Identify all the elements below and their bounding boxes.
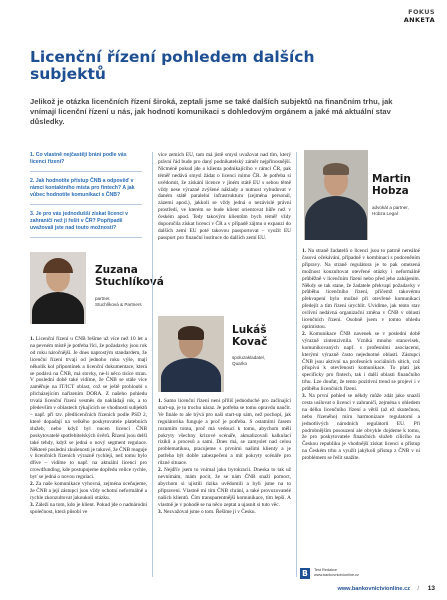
section-sublabel: ANKETA [403,16,435,24]
answer-paragraph: 3. Záleží na tom, kdo je klient. Pokud jde o nadnárodní společnost, která působí ve [30,501,147,515]
publisher-line-2: www.bankovnictvionline.cz [314,573,359,577]
answer-paragraph: 3. Na první pohled se někdy může zdát jako snazší cesta usilovat o licenci v zahraničí, zejména s ohledem na délku licenčního řízení a větší (až ež skutečnou, nebo řízeného) míru harmonizace regulatorní a jednotlivých národních regulátorů EU. Při podrobnějším posouzení ale obvykle dojdeme k tomu, že pro poskytovatele finančních služeb cílícího na Českou republiku je vhodnější získat licenci u přístup na Českém trhu a využít jakýkoli přístup z ČNB v ní problémem se řešit snažíte. [302,393,420,462]
page-number: 13 [427,585,435,592]
answer-column-kovac [158,398,291,578]
questions-list [30,152,142,244]
article-headline: Licenční řízení pohledem dalších subjektů [30,48,315,83]
question-2: 2. Jak hodnotíte přístup ČNB a odpověď v rámci kontaktního místa pro fintech? A jak vůbec hodnotíte komunikaci s ČNB? [30,178,142,205]
answer-paragraph: 2. Za naše komunikace vyhovná, zejména oceňujeme, že ČNB a její zástupci jsou vždy ochotní neformálně a rychle zkonzultovat jakoukoli otázku. [30,481,147,501]
answer-column-stuchlikova-continued [158,152,291,312]
portrait-zuzana [30,252,86,324]
publisher-logo-icon: B [300,568,310,579]
answer-column-hobza [302,248,420,564]
answer-paragraph: 2. Nejdřív jsem to vnímal jako byrokracii. Dneska to tak už nevnímám, mám pocit, že se nám ČNB snaží pomoct, abychom si ujistili rizika uvědomili a byli jsme na to připraveni. Vlastně mi tím ČNB chrání, a také provozovatelé naších klientů. Čím transparentnější komunikace, tím lepší. A vlastně je v pohodě se na něco zeptat a ujasnit si tuto věc. [158,467,291,508]
answer-paragraph: 1. Samo licenční řízení není příliš jednoduché pro začínající start-up, je to trochu náraz. Je potřeba se tomu opravdu naučit. Ve finále to ale bývá pro naši start-up sám, než pochopí, jak regulátorika funguje a proč je potřeba. S ostatními časem rozumím tomu, proč má vedoucí k tomu, abychom měli pokryty všechny krizové scénáře, aktualizovali kalkulaci riziků a procesů a sami. Dnes má, se zamyslet nad celou problematikou, pracujeme s prvními našimi klienty a je potřeba být dobře zabezpečeni a mít pokryty scénáře pro různé situace. [158,398,291,467]
person-2-role: spoluzakladatel, Quarko [232,355,265,366]
person-1-role: partner, Stuchlíková & Partners [95,296,142,307]
person-3-name: Martin Hobza [372,173,411,197]
footer-separator: / [417,586,419,592]
section-label: FOKUS [408,8,435,16]
column-divider [152,152,153,577]
footer-url[interactable]: www.bankovnictvionline.cz [337,586,410,592]
answer-paragraph: 2. Komunikace ČNB navenek se v poslední době výrazně zintenzivnila. Vzniká mnoho stanovisek, komunikovaných např. s profesními asociacemi, kterými výrazně často nejednotné oblasti. Zástupci ČNB jsou aktivní na profesních sociálních sítích, což přispívá k otevřenosti komunikace. To platí jak specificky pro fintech, tak i další oblasti finančního trhu. Lze doufat, že tento pozitivní trend se projeví i v průběhu licenčních řízení. [302,330,420,393]
person-1-name: Zuzana Stuchlíková [95,264,164,288]
answer-paragraph: 1. Licenční řízení u ČNB řešíme už více než 10 let a na pevném místě je potřeba říci, že požadavky jsou rok od roku náročnější. Je dnes naprostým standardem, že licenční řízení trvají od jednoho roku výše, mají několik kol připomínek a licenční dokumentace, která se podává na ČNB, má stovky, ne-li něco tisíce stran. V poslední době také vidíme, že ČNB se stále více zaměřuje na IT/ICT oblast, což se ještě prohloubí s přicházejícím nařízením DORA. Z našeho pohledu trvalá licenční řízení vesměs do nakládají rok, a to především v oblastech týkajících se vhodnosti subjektů – např. při tzv. předlicenčních řízeních podle PSD 2, které dopadají na velkého poskytovatele platebních služeb, nebo když byl nucen licencí ČNB poskytovatelé spotřebitelských úvěrů. Řízení jsou delší také tehdy, když se jedná o nový segment regulace. Některé poslední zkušenosti je takové, že ČNB reaguje v licenčních řízeních výrazně rychleji, než tomu bylo dříve – vidíme to např. na aktuální licenci pro crowdfunding, kde postupujeme dopředu velice rychle, byť se jedná o novou regulaci. [30,336,147,481]
question-3: 3. Je pro vás jednodušší získat licenci v zahraničí než ji řešit v ČR? Popřípadě uvažovali jste nad touto možností? [30,211,142,238]
portrait-lukas [158,316,224,392]
section-tag [404,8,435,24]
page-footer [0,582,447,600]
person-2-name: Lukáš Kovač [232,324,268,348]
answer-paragraph: 1. Na straně žadatelů o licenci jsou to patrně nereálné časová očekávání, případně v kombinaci s podceněním přípravy. Na straně regulátora je to pak omezená možnost konzultovat otevřené otázky i neformálně průběžně v licenčním řízení nebo před jeho zahájením. Někdy se tak stane, že žadatele překvapí požadavky v průběhu licenčního řízení, přičemž takovému překvapení bylo možné při otevřené komunikaci předejít a tím řízení urychlit. Uvidíme, jak tento stav ovlivní nedávná organizační změna v ČNB v oblasti licenčních řízení. Osobně jsem v tomto ohledu optimistou. [302,248,420,330]
portrait-martin [304,150,368,240]
article-lead: Jelikož je otázka licenčních řízení široká, zeptali jsme se také dalších subjektů na finančním trhu, jak vnímají licenční řízení u nás, jak hodnotí komunikaci s dohledovým orgánem a jaké má aktuální stav důsledky. [30,97,393,126]
publisher-line-1: Test Redakce [314,568,338,572]
answer-column-stuchlikova [30,336,147,578]
answer-paragraph: 3. Nezvažoval jsme o tom. Řešíme ji v Česku. [158,508,256,515]
publisher-tag [300,568,420,580]
question-1: 1. Co vlastně nejčastěji brání podle vás licenci řízení? [30,152,142,172]
answer-paragraph: více zemích EU, tam má jistě smysl uvažovat nad tím, který právní řád bude pro daný podnikatelský záměr nejpřínosnější. Nicméně pokud jde o klienta podnikajícího v rámci ČR, pak téměř nedává smysl žádat o licenci mimo ČR. Je potřeba si uvědomit, že získání licence v jiném státě EU s sebou těmě vždy nese výrazné zvýšené náklady a nutnost vybudovat v daném státě paralelní infrastrukturu (zejména personál, zázemí apod.), jakkoli se vždy jedná o nezávislé právní prostředí, ve kterém se bude klient orientovat hůře než v českém apod. Tedy takovým klientům bych téměř vždy doporučila získat licenci v ČR a v případě zájmu o expanzi do dalších zemí EU poté takovou passportovat – využít EU passport pro finanční instituce do dalších zemí EU. [158,152,291,241]
column-divider [296,152,297,577]
person-3-role: advokát a partner, Hobza Legal [372,205,409,216]
